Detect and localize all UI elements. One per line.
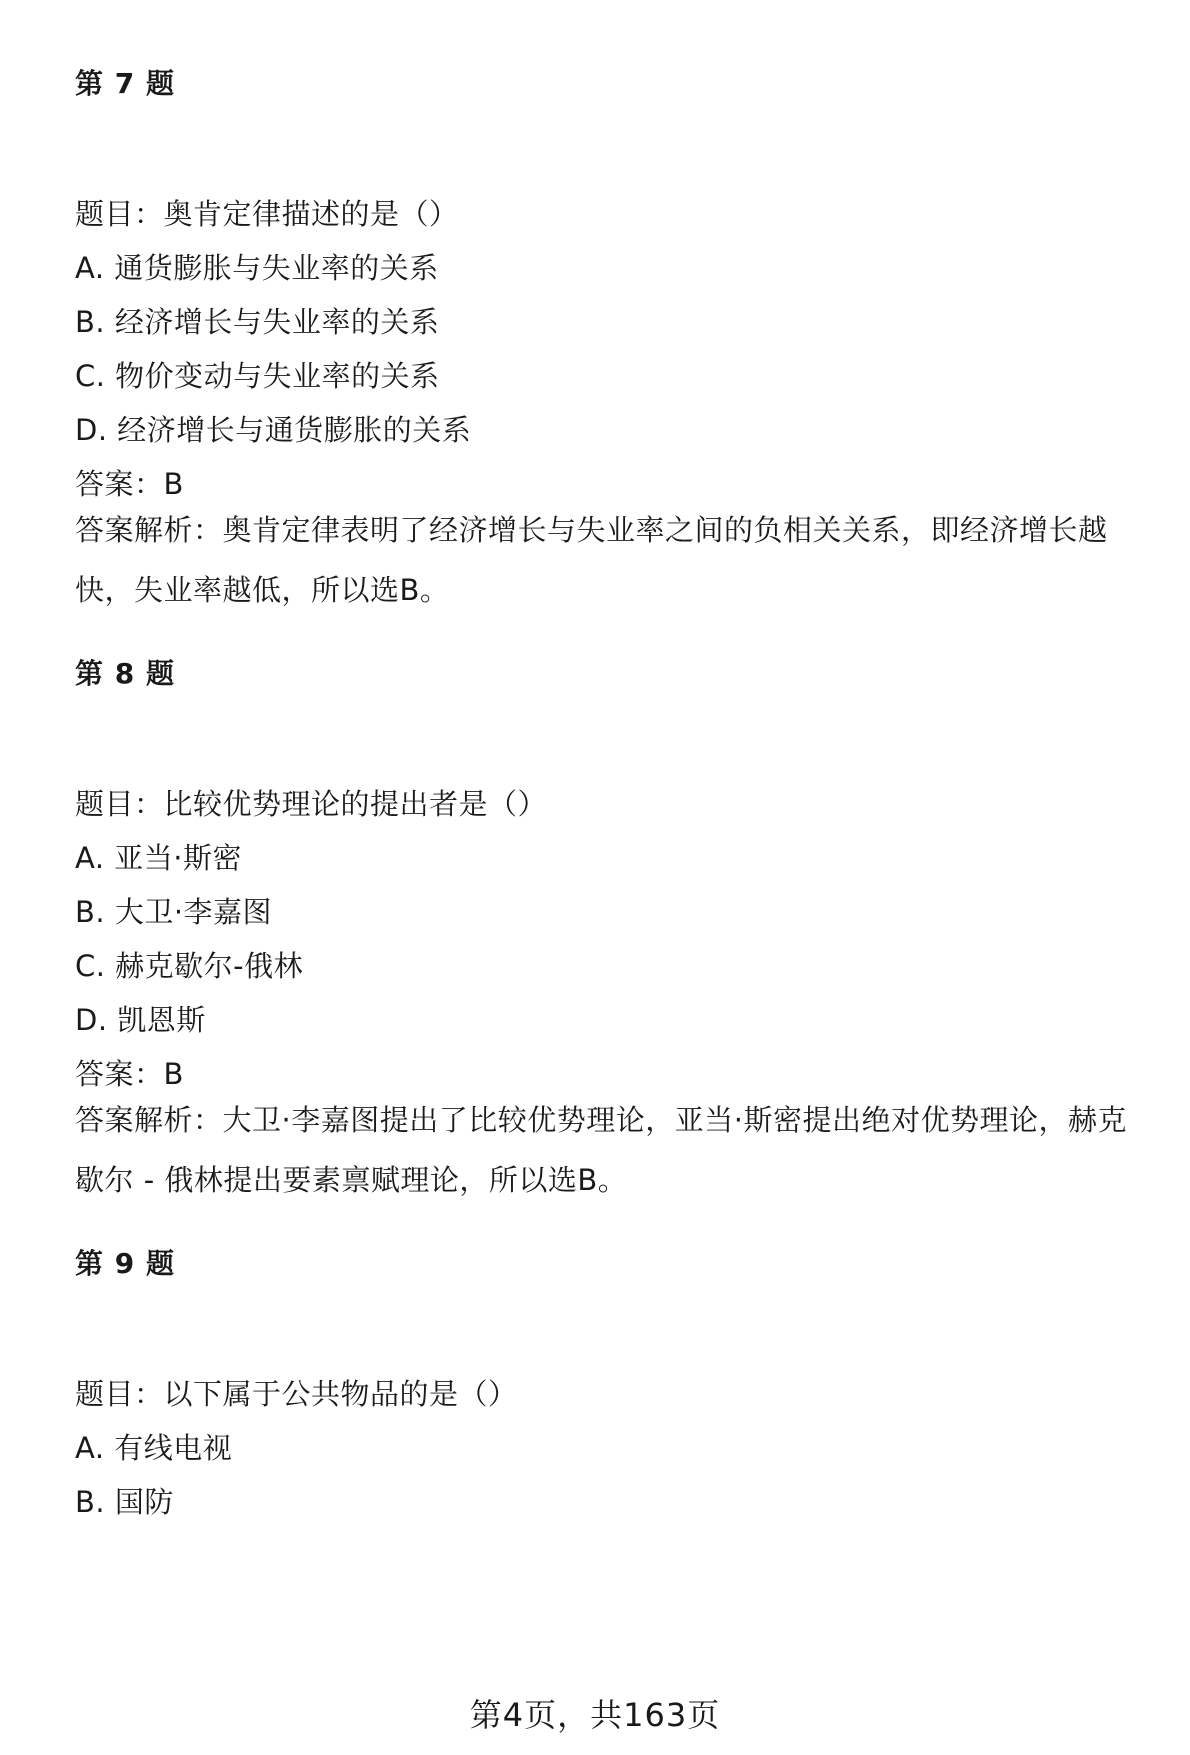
question-8-answer: 答案：B [75, 1057, 184, 1091]
question-7-answer: 答案：B [75, 467, 184, 501]
question-8-text: 题目：比较优势理论的提出者是（） [75, 787, 548, 821]
question-8-option-b: B. 大卫·李嘉图 [75, 895, 273, 929]
question-7-explanation: 答案解析：奥肯定律表明了经济增长与失业率之间的负相关关系，即经济增长越快，失业率越低，所以选B。 [75, 513, 1108, 607]
page-number-footer: 第4页，共163页 [469, 1696, 721, 1734]
question-7-option-b: B. 经济增长与失业率的关系 [75, 305, 440, 339]
question-7-option-c: C. 物价变动与失业率的关系 [75, 359, 440, 393]
question-7-option-a: A. 通货膨胀与失业率的关系 [75, 251, 439, 285]
question-9-text: 题目：以下属于公共物品的是（） [75, 1377, 518, 1411]
question-7-option-d: D. 经济增长与通货膨胀的关系 [75, 413, 472, 447]
question-8-heading: 第 8 题 [75, 657, 175, 690]
question-7-text: 题目：奥肯定律描述的是（） [75, 197, 459, 231]
question-8-option-d: D. 凯恩斯 [75, 1003, 206, 1037]
question-8-option-c: C. 赫克歇尔-俄林 [75, 949, 304, 983]
question-9-option-a: A. 有线电视 [75, 1431, 233, 1465]
question-7-heading: 第 7 题 [75, 67, 175, 100]
question-8-option-a: A. 亚当·斯密 [75, 841, 242, 875]
question-9-option-b: B. 国防 [75, 1485, 174, 1519]
question-9-heading: 第 9 题 [75, 1247, 175, 1280]
question-8-explanation: 答案解析：大卫·李嘉图提出了比较优势理论，亚当·斯密提出绝对优势理论，赫克歇尔 - 俄林提出要素禀赋理论，所以选B。 [75, 1103, 1127, 1197]
